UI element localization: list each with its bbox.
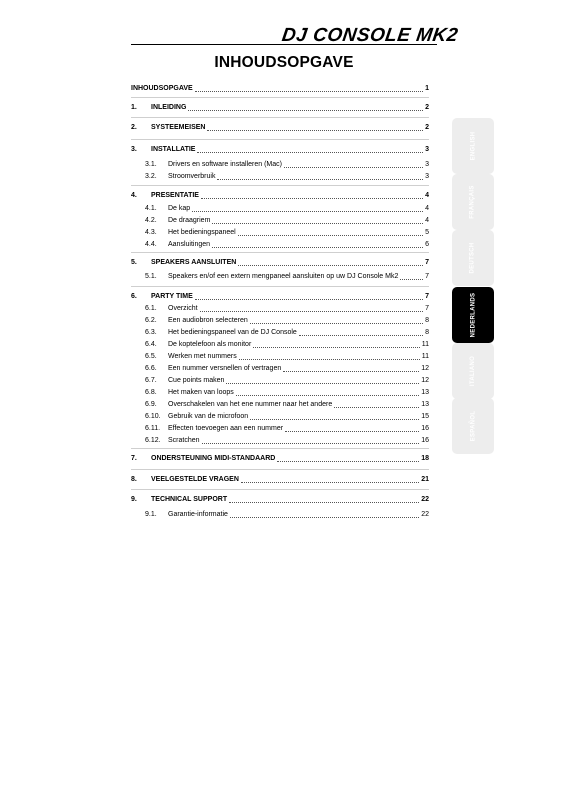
toc-entry-page: 7 [425,293,429,300]
toc-entry[interactable] [131,143,429,154]
language-tab-español[interactable] [452,398,494,454]
toc-dot-leader [238,235,423,236]
toc-entry[interactable] [131,101,429,112]
toc-entry-page: 18 [421,455,429,462]
toc-entry-page: 4 [425,192,429,199]
toc-entry[interactable] [131,493,429,504]
toc-entry-label: INLEIDING [151,104,187,111]
section-divider [131,117,429,118]
toc-entry[interactable] [131,508,429,519]
toc-entry-page: 12 [421,377,429,384]
toc-entry-page: 6 [425,241,429,248]
toc-entry-label: Het bedieningspaneel van de DJ Console [168,329,297,336]
toc-entry-number: 6.6. [145,365,157,372]
toc-entry-page: 11 [421,353,429,360]
toc-entry-number: 6. [131,293,137,300]
section-divider [131,97,429,98]
language-tab-deutsch[interactable] [452,230,494,286]
toc-entry-page: 3 [425,161,429,168]
toc-entry-page: 4 [425,205,429,212]
toc-entry-label: Een nummer versnellen of vertragen [168,365,282,372]
toc-entry[interactable] [131,374,429,385]
toc-entry-page: 15 [421,413,429,420]
toc-dot-leader [283,371,419,372]
toc-dot-leader [200,311,424,312]
toc-dot-leader [250,323,423,324]
toc-dot-leader [195,91,423,92]
toc-entry-number: 6.2. [145,317,157,324]
toc-entry-number: 4.3. [145,229,157,236]
toc-entry[interactable] [131,121,429,132]
toc-entry[interactable] [131,270,429,281]
toc-entry-page: 13 [421,401,429,408]
toc-entry[interactable] [131,170,429,181]
language-tab-label: FRANÇAIS [470,185,476,219]
toc-entry-number: 9.1. [145,511,157,518]
toc-entry-number: 3.2. [145,173,157,180]
toc-entry-label: Aansluitingen [168,241,211,248]
toc-entry-number: 7. [131,455,137,462]
toc-entry-number: 5.1. [145,273,157,280]
toc-dot-leader [207,130,423,131]
toc-dot-leader [188,110,423,111]
toc-entry-page: 3 [425,173,429,180]
toc-entry-number: 4.1. [145,205,157,212]
toc-entry[interactable] [131,238,429,249]
toc-entry-label: Werken met nummers [168,353,237,360]
toc-entry-page: 22 [421,496,429,503]
toc-entry-number: 6.11. [145,425,161,432]
toc-entry[interactable] [131,202,429,213]
toc-entry-page: 21 [421,476,429,483]
toc-entry-number: 6.12. [145,437,161,444]
toc-entry-label: De kap [168,205,191,212]
toc-dot-leader [236,395,419,396]
toc-entry-label: SYSTEEMEISEN [151,124,206,131]
toc-entry-number: 3.1. [145,161,157,168]
toc-entry[interactable] [131,473,429,484]
toc-entry-number: 6.7. [145,377,157,384]
toc-entry-number: 5. [131,259,137,266]
toc-entry-page: 7 [425,259,429,266]
toc-entry-label: Speakers en/of een extern mengpaneel aansluiten op uw DJ Console Mk2 [168,273,399,280]
section-divider [131,489,429,490]
toc-dot-leader [241,482,419,483]
toc-dot-leader [197,152,423,153]
toc-entry-number: 6.10. [145,413,161,420]
toc-entry-page: 12 [421,365,429,372]
toc-entry[interactable] [131,189,429,200]
table-of-contents [131,0,429,800]
section-divider [131,139,429,140]
toc-dot-leader [230,517,419,518]
toc-entry-number: 8. [131,476,137,483]
toc-entry-label: Effecten toevoegen aan een nummer [168,425,284,432]
toc-entry[interactable] [131,350,429,361]
toc-dot-leader [217,179,423,180]
toc-dot-leader [284,167,423,168]
toc-entry-label: Cue points maken [168,377,225,384]
toc-entry-label: INSTALLATIE [151,146,196,153]
page-title: INHOUDSOPGAVE [214,54,354,71]
brand-logo: DJ CONSOLE MK2 [280,25,460,46]
toc-entry-page: 8 [425,329,429,336]
toc-entry[interactable] [131,422,429,433]
toc-entry-page: 2 [425,124,429,131]
toc-entry-label: TECHNICAL SUPPORT [151,496,228,503]
toc-dot-leader [226,383,419,384]
toc-entry[interactable] [131,326,429,337]
toc-entry-page: 11 [421,341,429,348]
toc-dot-leader [334,407,419,408]
language-tab-nederlands[interactable] [452,287,494,343]
toc-entry[interactable] [131,256,429,267]
section-divider [131,448,429,449]
toc-entry-label: Overzicht [168,305,198,312]
toc-entry-page: 8 [425,317,429,324]
toc-entry-label: De draagriem [168,217,211,224]
toc-entry-number: 6.9. [145,401,157,408]
toc-entry-page: 4 [425,217,429,224]
toc-entry[interactable] [131,302,429,313]
toc-entry-label: INHOUDSOPGAVE [131,85,193,92]
toc-entry-page: 7 [425,273,429,280]
toc-entry-number: 9. [131,496,137,503]
toc-entry[interactable] [131,158,429,169]
toc-entry-number: 6.4. [145,341,157,348]
toc-dot-leader [253,347,419,348]
toc-dot-leader [400,279,423,280]
toc-entry[interactable] [131,434,429,445]
toc-dot-leader [285,431,419,432]
toc-entry-label: Stroomverbruik [168,173,216,180]
toc-entry-number: 4. [131,192,137,199]
toc-entry-page: 22 [421,511,429,518]
language-tab-français[interactable] [452,174,494,230]
toc-dot-leader [250,419,419,420]
toc-entry[interactable] [131,362,429,373]
toc-entry-page: 16 [421,437,429,444]
toc-dot-leader [299,335,423,336]
toc-entry-label: Drivers en software installeren (Mac) [168,161,282,168]
language-tab-english[interactable] [452,118,494,174]
toc-entry-page: 3 [425,146,429,153]
toc-entry[interactable] [131,82,429,93]
toc-entry[interactable] [131,290,429,301]
toc-entry-number: 6.8. [145,389,157,396]
section-divider [131,252,429,253]
section-divider [131,469,429,470]
toc-entry-number: 6.3. [145,329,157,336]
toc-entry-number: 6.5. [145,353,157,360]
toc-entry-label: Het bedieningspaneel [168,229,236,236]
toc-entry-page: 13 [421,389,429,396]
toc-dot-leader [212,223,423,224]
toc-entry-label: PARTY TIME [151,293,193,300]
toc-dot-leader [239,359,420,360]
language-tab-label: NEDERLANDS [470,292,477,338]
language-tab-label: ENGLISH [470,131,476,161]
toc-entry[interactable] [131,410,429,421]
toc-dot-leader [229,502,419,503]
toc-entry[interactable] [131,338,429,349]
toc-entry[interactable] [131,226,429,237]
toc-entry-page: 16 [421,425,429,432]
toc-entry-label: Garantie-informatie [168,511,228,518]
toc-entry[interactable] [131,214,429,225]
toc-entry[interactable] [131,314,429,325]
toc-entry-number: 1. [131,104,137,111]
section-divider [131,286,429,287]
language-tab-label: ITALIANO [469,355,476,387]
toc-entry-label: Gebruik van de microfoon [168,413,249,420]
toc-entry-label: Een audiobron selecteren [168,317,248,324]
toc-entry-number: 2. [131,124,137,131]
toc-entry-number: 4.4. [145,241,157,248]
toc-entry-label: ONDERSTEUNING MIDI-STANDAARD [151,455,276,462]
toc-entry-page: 2 [425,104,429,111]
toc-dot-leader [201,198,423,199]
toc-entry-label: PRESENTATIE [151,192,199,199]
toc-entry-label: Scratchen [168,437,200,444]
toc-entry-page: 7 [425,305,429,312]
toc-dot-leader [212,247,423,248]
toc-entry[interactable] [131,386,429,397]
toc-entry-number: 6.1. [145,305,157,312]
toc-entry-number: 4.2. [145,217,157,224]
toc-dot-leader [202,443,420,444]
toc-dot-leader [195,299,423,300]
toc-entry-page: 5 [425,229,429,236]
toc-entry-label: Het maken van loops [168,389,234,396]
language-tab-italiano[interactable] [452,343,494,399]
section-divider [131,185,429,186]
toc-entry-page: 1 [425,85,429,92]
toc-entry-label: Overschakelen van het ene nummer naar het andere [168,401,333,408]
toc-dot-leader [192,211,423,212]
toc-entry-number: 3. [131,146,137,153]
toc-entry-label: VEELGESTELDE VRAGEN [151,476,239,483]
toc-entry-label: De koptelefoon als monitor [168,341,252,348]
toc-entry-label: SPEAKERS AANSLUITEN [151,259,237,266]
language-tab-label: ESPAÑOL [469,410,476,442]
toc-dot-leader [238,265,423,266]
toc-dot-leader [277,461,419,462]
toc-entry[interactable] [131,452,429,463]
toc-entry[interactable] [131,398,429,409]
language-tab-label: DEUTSCH [469,242,476,274]
